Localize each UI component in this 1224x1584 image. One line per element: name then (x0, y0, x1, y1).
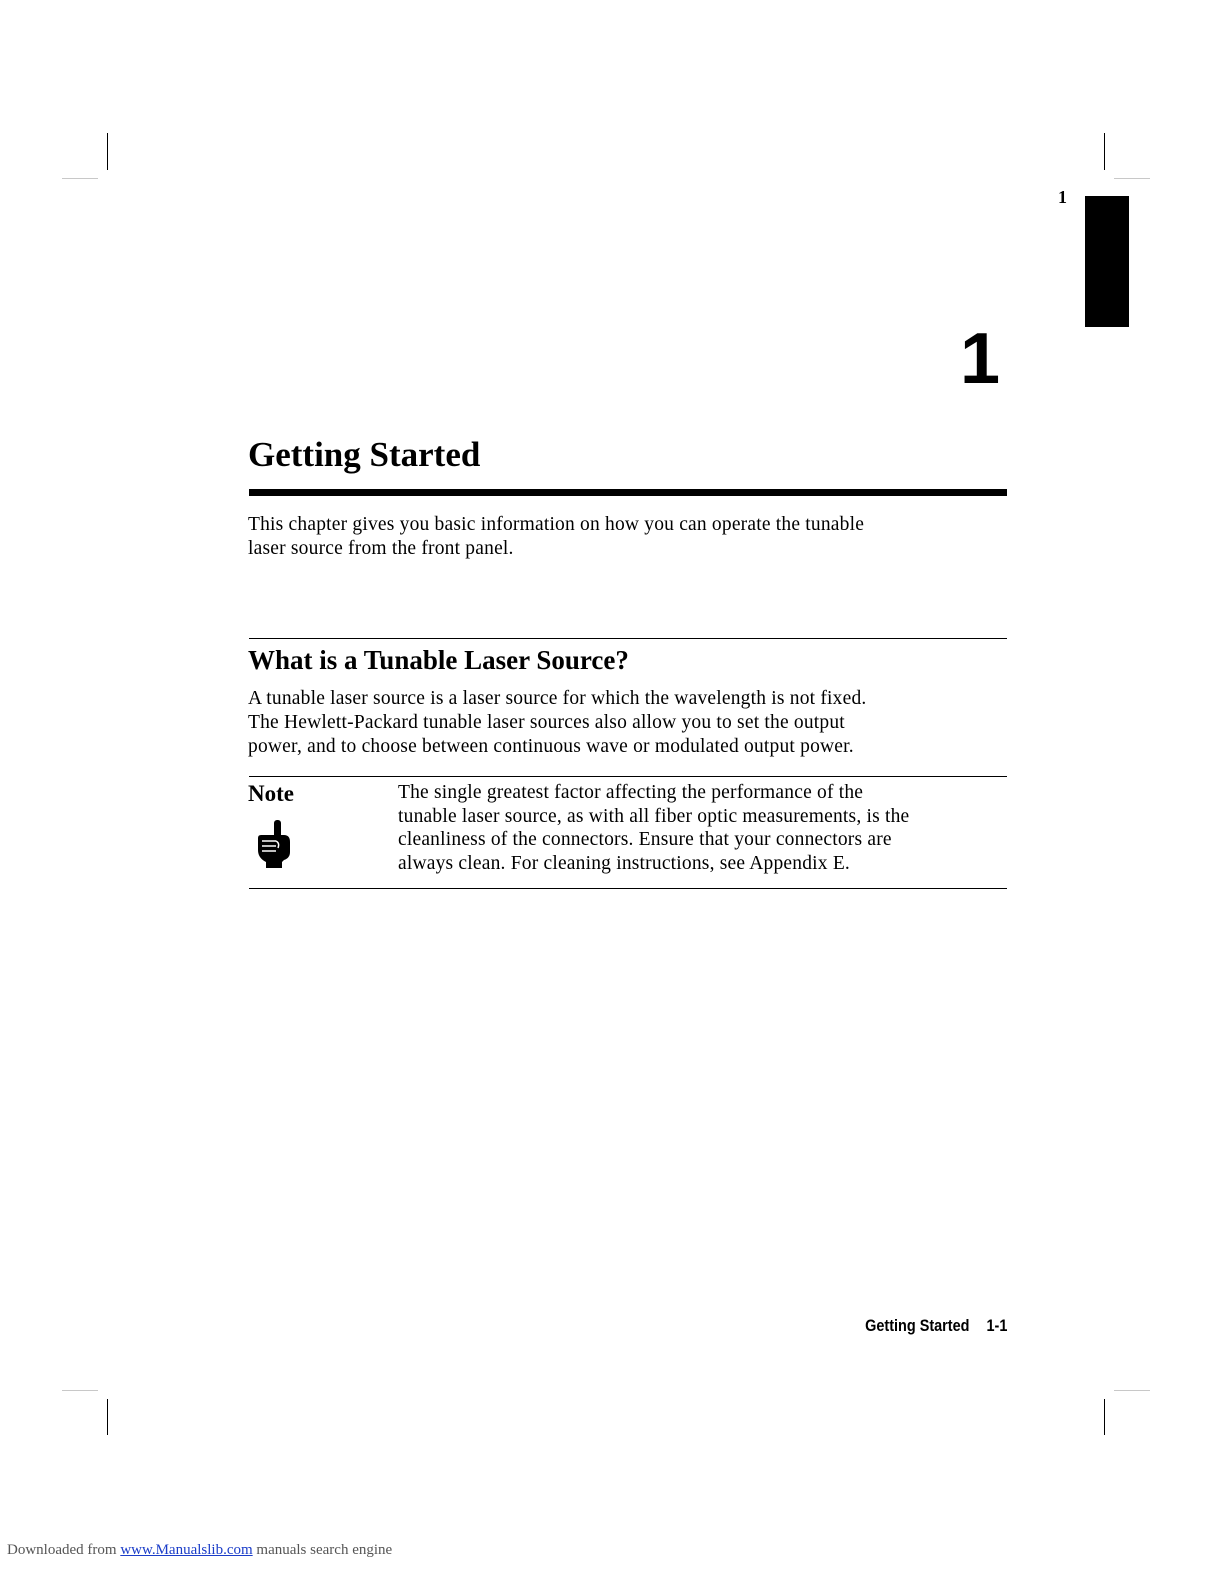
crop-mark (1114, 178, 1150, 179)
section-rule (249, 638, 1007, 639)
crop-mark (62, 178, 98, 179)
intro-line: This chapter gives you basic information on how you can operate the tunable (248, 514, 865, 535)
crop-mark (107, 133, 108, 170)
crop-mark (62, 1390, 98, 1391)
crop-mark (1104, 1399, 1105, 1435)
note-line: always clean. For cleaning instructions, see Appendix E. (398, 853, 851, 875)
manualslib-link[interactable]: www.Manualslib.com (120, 1542, 253, 1558)
download-notice (7, 1542, 392, 1559)
section-paragraph (248, 687, 1008, 759)
intro-paragraph (248, 513, 1008, 561)
crop-mark (1104, 133, 1105, 170)
note-line: The single greatest factor affecting the performance of the (398, 782, 864, 803)
note-text (398, 781, 1008, 876)
section-line: power, and to choose between continuous wave or modulated output power. (248, 736, 854, 757)
crop-mark (1114, 1390, 1150, 1391)
chapter-title: Getting Started (248, 435, 481, 474)
page-footer (865, 1316, 1007, 1336)
note-label: Note (248, 781, 294, 806)
chapter-tab-number: 1 (1058, 187, 1067, 207)
footer-section: Getting Started (864, 1316, 970, 1335)
note-top-rule (249, 776, 1007, 777)
pointing-hand-icon (254, 818, 294, 870)
section-line: A tunable laser source is a laser source for which the wavelength is not fixed. (248, 688, 867, 709)
note-line: tunable laser source, as with all fiber optic measurements, is the (398, 805, 910, 827)
download-prefix: Downloaded from (7, 1542, 117, 1558)
chapter-tab-marker (1085, 196, 1129, 327)
download-suffix: manuals search engine (256, 1542, 393, 1558)
section-title: What is a Tunable Laser Source? (248, 645, 629, 675)
chapter-number: 1 (959, 319, 1000, 399)
note-line: cleanliness of the connectors. Ensure that your connectors are (398, 829, 892, 851)
crop-mark (107, 1399, 108, 1435)
note-bottom-rule (249, 888, 1007, 889)
section-line: The Hewlett-Packard tunable laser sources also allow you to set the output (248, 712, 845, 733)
title-rule (249, 489, 1007, 496)
page-number: 1-1 (986, 1316, 1007, 1335)
intro-line: laser source from the front panel. (248, 538, 514, 559)
